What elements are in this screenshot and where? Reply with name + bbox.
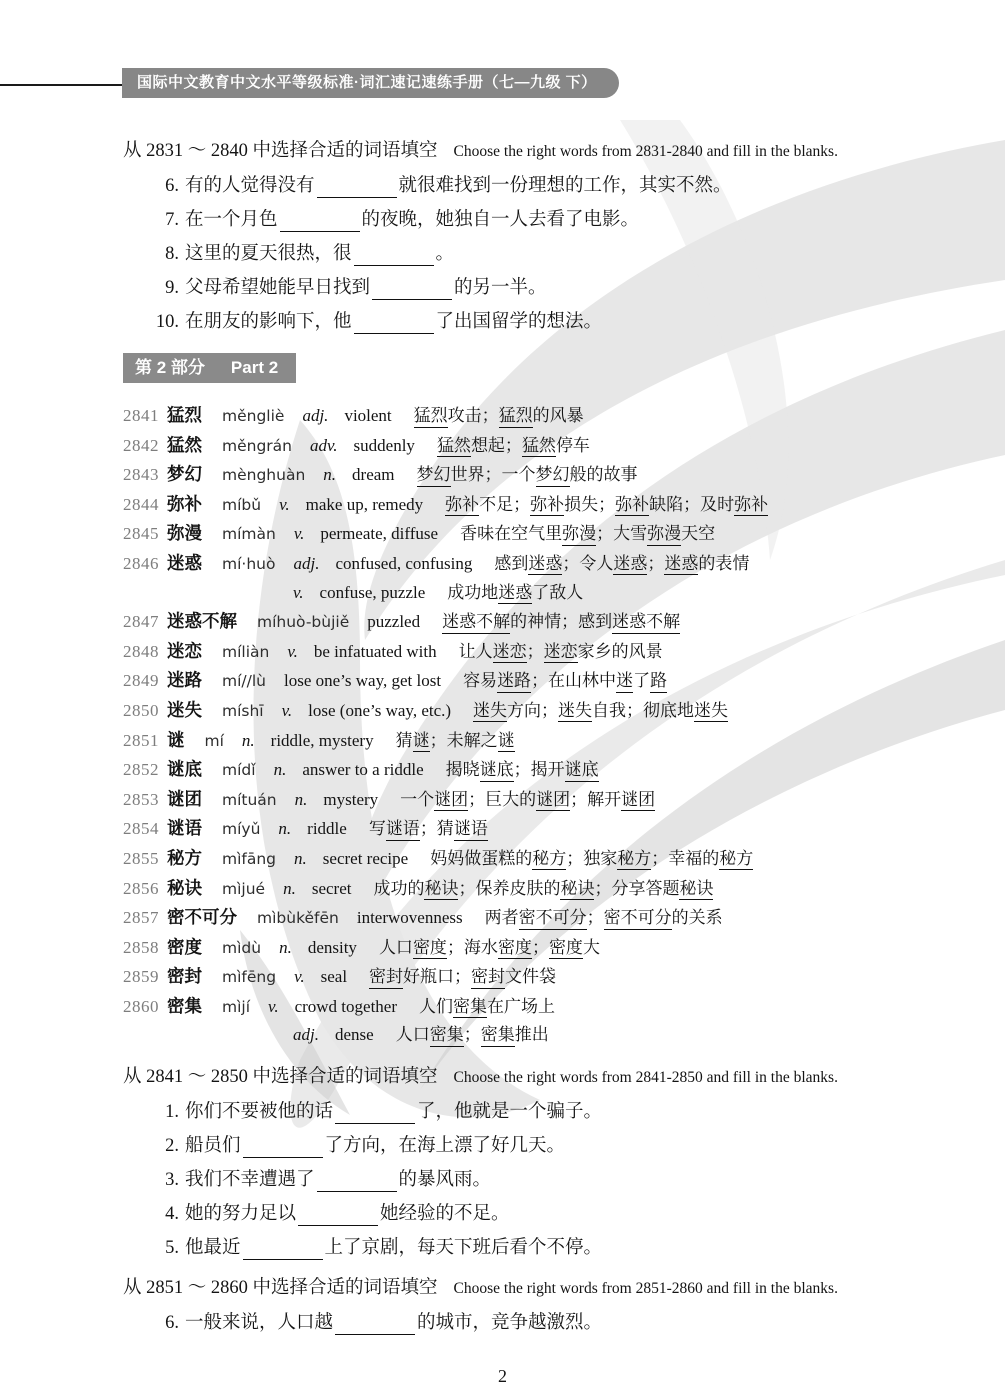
item-number: 9.	[165, 278, 179, 298]
part-of-speech-label: v.	[293, 524, 305, 544]
entry-headword: 弥漫	[167, 523, 202, 544]
vocab-entry	[123, 903, 1005, 933]
example-phrases: 写谜语；猜谜语	[369, 819, 488, 841]
instruction-english: Choose the right words from 2841-2850 and fill in the blanks.	[453, 1069, 838, 1087]
example-phrases: 容易迷路；在山林中迷了路	[463, 671, 667, 693]
fill-in-blank	[243, 1139, 323, 1159]
underlined-headword: 弥补	[530, 495, 564, 517]
entry-pinyin: mìdù	[222, 938, 262, 957]
part-of-speech-label: n.	[278, 819, 292, 839]
entry-number: 2859	[123, 967, 159, 987]
fill-in-blank	[335, 1316, 415, 1336]
vocab-entry	[123, 874, 1005, 904]
english-meaning: secret	[311, 878, 352, 898]
underlined-headword: 迷惑不解	[612, 612, 680, 634]
underlined-headword: 谜语	[454, 819, 488, 841]
entry-number: 2856	[123, 878, 159, 898]
english-meaning: interwovenness	[356, 908, 463, 928]
exercise-item: 4. 她的努力足以 她经验的不足。	[123, 1197, 945, 1231]
underlined-headword: 谜团	[621, 790, 655, 812]
vocab-entry	[123, 607, 1005, 637]
english-meaning: dream	[352, 465, 395, 485]
underlined-headword: 迷	[616, 671, 633, 693]
underlined-headword: 密集	[453, 997, 487, 1019]
english-meaning: lose (one’s way, etc.)	[308, 700, 452, 720]
part-of-speech-label: n.	[294, 848, 307, 868]
entry-headword: 密集	[167, 995, 202, 1016]
entry-pinyin: mìjí	[222, 997, 251, 1016]
english-meaning: suddenly	[353, 435, 415, 455]
underlined-headword: 谜底	[565, 760, 599, 782]
vocab-entry	[123, 431, 1005, 461]
english-meaning: secret recipe	[322, 848, 409, 868]
underlined-headword: 弥漫	[647, 524, 681, 546]
page-content	[0, 68, 1005, 1387]
underlined-headword: 梦幻	[536, 465, 570, 487]
item-number: 5.	[165, 1238, 179, 1259]
instruction-chinese: 从 2831 ～ 2840 中选择合适的词语填空	[123, 141, 438, 161]
underlined-headword: 密度	[549, 938, 583, 960]
part-badge-english: Part 2	[230, 358, 279, 377]
example-phrases: 成功的秘诀；保养皮肤的秘诀；分享答题秘诀	[373, 879, 713, 901]
part-of-speech-label: n.	[294, 789, 308, 809]
fill-in-blank	[317, 1173, 397, 1193]
underlined-headword: 秘诀	[424, 879, 458, 901]
part-of-speech-label: adj.	[293, 553, 320, 573]
entry-headword: 弥补	[167, 493, 202, 514]
underlined-headword: 弥漫	[562, 524, 596, 546]
english-meaning: confuse, puzzle	[319, 582, 426, 602]
entry-headword: 谜底	[167, 759, 202, 780]
underlined-headword: 秘诀	[679, 879, 713, 901]
english-meaning: crowd together	[294, 996, 398, 1016]
part-of-speech-label: v.	[268, 996, 279, 1016]
entry-number: 2858	[123, 937, 159, 957]
instruction-chinese: 从 2851 ～ 2860 中选择合适的词语填空	[123, 1278, 438, 1299]
entry-pinyin: mítuán	[222, 790, 277, 809]
underlined-headword: 迷惑	[664, 554, 698, 576]
english-meaning: puzzled	[367, 612, 421, 632]
example-phrases: 猜谜；未解之谜	[396, 731, 515, 753]
example-phrases: 猛然想起；猛然停车	[437, 436, 590, 458]
header-rule-line	[0, 84, 122, 86]
example-phrases: 感到迷惑；令人迷惑；迷惑的表情	[494, 554, 749, 576]
part-of-speech-label: n.	[273, 760, 287, 780]
entry-number: 2853	[123, 789, 159, 809]
example-phrases: 人口密集；密集推出	[396, 1025, 549, 1047]
vocab-entry	[123, 490, 1005, 520]
underlined-headword: 迷惑	[613, 554, 647, 576]
instruction-chinese: 从 2841 ～ 2850 中选择合适的词语填空	[123, 1067, 438, 1088]
example-phrases: 一个谜团；巨大的谜团；解开谜团	[400, 790, 655, 812]
english-meaning: riddle, mystery	[270, 730, 374, 750]
item-number: 6.	[165, 1313, 179, 1334]
english-meaning: dense	[334, 1025, 374, 1045]
example-phrases: 迷失方向；迷失自我；彻底地迷失	[473, 701, 728, 723]
underlined-headword: 迷惑	[528, 554, 562, 576]
underlined-headword: 谜语	[386, 819, 420, 841]
underlined-headword: 梦幻	[417, 465, 451, 487]
entry-pinyin: míbǔ	[222, 495, 262, 514]
entry-pinyin: míyǔ	[222, 820, 261, 839]
underlined-headword: 路	[650, 671, 667, 693]
english-meaning: confused, confusing	[335, 553, 473, 573]
underlined-headword: 猛然	[522, 436, 556, 458]
entry-number: 2852	[123, 760, 159, 780]
entry-pinyin: mìjué	[222, 879, 266, 898]
running-header-row	[0, 68, 1005, 98]
exercise-item: 1. 你们不要被他的话 了，他就是一个骗子。	[123, 1095, 945, 1129]
english-meaning: make up, remedy	[305, 494, 424, 514]
underlined-headword: 迷惑不解	[442, 612, 510, 634]
underlined-headword: 密封	[369, 967, 403, 989]
exercise-instruction	[123, 1275, 945, 1302]
example-phrases: 香味在空气里弥漫；大雪弥漫天空	[460, 524, 715, 546]
exercise-item: 7. 在一个月色 的夜晚，她独自一人去看了电影。	[123, 203, 945, 237]
vocab-entry	[123, 549, 1005, 579]
underlined-headword: 密不可分	[519, 908, 587, 930]
part-of-speech-label: n.	[323, 465, 337, 485]
example-phrases: 两者密不可分；密不可分的关系	[485, 908, 723, 930]
entry-number: 2849	[123, 671, 159, 691]
vocab-entry	[123, 814, 1005, 844]
entry-pinyin: mìfēng	[222, 968, 277, 987]
english-meaning: violent	[344, 406, 392, 425]
underlined-headword: 谜	[413, 731, 430, 753]
exercise-section-2831-2840	[0, 138, 1005, 339]
part-badge-chinese: 第 2 部分	[135, 358, 205, 377]
part-of-speech-label: v.	[281, 700, 293, 720]
entry-pinyin: měngliè	[222, 407, 285, 425]
exercise-item: 6. 有的人觉得没有 就很难找到一份理想的工作，其实不然。	[123, 169, 945, 203]
instruction-english: Choose the right words from 2851-2860 and fill in the blanks.	[453, 1280, 838, 1298]
example-phrases: 弥补不足；弥补损失；弥补缺陷；及时弥补	[445, 495, 768, 517]
entry-headword: 梦幻	[167, 464, 202, 485]
entry-headword: 密封	[167, 966, 202, 987]
entry-headword: 猛烈	[167, 405, 202, 425]
item-number: 6.	[165, 176, 179, 196]
underlined-headword: 秘方	[719, 849, 753, 871]
entry-headword: 密度	[167, 936, 202, 957]
entry-pinyin: mìbùkěfēn	[257, 909, 339, 928]
entry-headword: 迷惑	[167, 552, 202, 573]
exercise-item: 9. 父母希望她能早日找到 的另一半。	[123, 271, 945, 305]
underlined-headword: 迷路	[497, 671, 531, 693]
entry-headword: 谜团	[167, 788, 202, 809]
vocab-entry	[123, 726, 1005, 756]
entry-number: 2847	[123, 612, 159, 632]
entry-headword: 猛然	[167, 434, 202, 455]
underlined-headword: 谜	[498, 731, 515, 753]
underlined-headword: 密度	[498, 938, 532, 960]
entry-pinyin: mí//lù	[222, 672, 266, 691]
vocab-entry	[123, 637, 1005, 667]
entry-headword: 迷惑不解	[167, 611, 237, 632]
exercise-item: 3. 我们不幸遭遇了 的暴风雨。	[123, 1163, 945, 1197]
underlined-headword: 谜团	[434, 790, 468, 812]
entry-number: 2848	[123, 641, 159, 661]
item-number: 2.	[165, 1136, 179, 1157]
part-of-speech-label: adv.	[310, 435, 338, 455]
fill-in-blank	[298, 1207, 378, 1227]
entry-pinyin: mìfāng	[222, 849, 277, 868]
vocab-entry	[123, 460, 1005, 490]
english-meaning: permeate, diffuse	[320, 524, 439, 544]
entry-number: 2842	[123, 435, 159, 455]
entry-headword: 迷路	[167, 670, 202, 691]
item-number: 4.	[165, 1204, 179, 1225]
entry-number: 2851	[123, 730, 159, 750]
underlined-headword: 密集	[430, 1025, 464, 1047]
english-meaning: riddle	[307, 819, 347, 839]
fill-in-blank	[243, 1241, 323, 1261]
vocab-entry	[123, 401, 1005, 431]
entry-headword: 迷失	[167, 699, 202, 720]
part-of-speech-label: v.	[279, 494, 290, 514]
entry-number: 2845	[123, 524, 159, 544]
underlined-headword: 秘方	[532, 849, 566, 871]
entry-number: 2843	[123, 465, 159, 485]
underlined-headword: 猛烈	[414, 406, 448, 428]
english-meaning: lose one’s way, get lost	[283, 671, 442, 691]
entry-pinyin: míhuò-bùjiě	[257, 613, 350, 632]
underlined-headword: 迷失	[558, 701, 592, 723]
entry-number: 2855	[123, 848, 159, 868]
fill-in-blank	[335, 1105, 415, 1125]
example-phrases: 迷惑不解的神情；感到迷惑不解	[442, 612, 680, 634]
english-meaning: density	[307, 937, 357, 957]
entry-headword: 谜	[167, 729, 185, 750]
english-meaning: mystery	[323, 789, 379, 809]
running-header-title: 国际中文教育中文水平等级标准·词汇速记速练手册（七—九级 下）	[122, 68, 619, 98]
entry-sense-continuation	[293, 1021, 1005, 1050]
page-number: 2	[498, 1366, 507, 1387]
entry-headword: 迷恋	[167, 640, 202, 661]
vocab-entry	[123, 519, 1005, 549]
entry-headword: 秘方	[167, 847, 202, 868]
underlined-headword: 密封	[471, 967, 505, 989]
exercise-instruction	[123, 138, 945, 165]
entry-number: 2841	[123, 406, 159, 425]
underlined-headword: 弥补	[445, 495, 479, 517]
entry-number: 2857	[123, 908, 159, 928]
part-of-speech-label: adj.	[293, 1025, 319, 1045]
example-phrases: 人口密度；海水密度；密度大	[379, 938, 600, 960]
entry-number: 2860	[123, 996, 159, 1016]
exercise-section-2841-2850	[0, 1064, 1005, 1265]
underlined-headword: 密不可分	[604, 908, 672, 930]
entry-pinyin: měngrán	[222, 436, 292, 455]
english-meaning: be infatuated with	[313, 641, 437, 661]
entry-headword: 谜语	[167, 818, 202, 839]
underlined-headword: 迷失	[694, 701, 728, 723]
underlined-headword: 迷惑	[498, 583, 532, 605]
item-number: 3.	[165, 1170, 179, 1191]
entry-pinyin: mímàn	[222, 525, 276, 544]
entry-pinyin: míliàn	[222, 642, 270, 661]
vocab-entry	[123, 933, 1005, 963]
example-phrases: 梦幻世界；一个梦幻般的故事	[417, 465, 638, 487]
example-phrases: 成功地迷惑了敌人	[447, 583, 583, 605]
vocab-entry	[123, 844, 1005, 874]
entry-pinyin: mídǐ	[222, 761, 256, 780]
fill-in-blank	[280, 213, 360, 233]
exercise-item: 6. 一般来说，人口越 的城市，竞争越激烈。	[123, 1306, 945, 1340]
part-of-speech-label: v.	[294, 967, 305, 987]
part-of-speech-label: adj.	[302, 406, 329, 425]
fill-in-blank	[354, 315, 434, 335]
example-phrases: 猛烈攻击；猛烈的风暴	[414, 406, 584, 428]
vocab-entry	[123, 755, 1005, 785]
entry-pinyin: mí·huò	[222, 554, 276, 573]
item-number: 10.	[155, 312, 179, 332]
english-meaning: seal	[320, 967, 348, 987]
exercise-item: 8. 这里的夏天很热，很 。	[123, 237, 945, 271]
underlined-headword: 猛烈	[499, 406, 533, 428]
underlined-headword: 谜团	[536, 790, 570, 812]
english-meaning: answer to a riddle	[302, 760, 424, 780]
part-of-speech-label: n.	[283, 878, 296, 898]
vocab-entry	[123, 785, 1005, 815]
example-phrases: 人们密集在广场上	[419, 997, 555, 1019]
part-of-speech-label: v.	[287, 641, 298, 661]
underlined-headword: 猛然	[437, 436, 471, 458]
entry-number: 2850	[123, 700, 159, 720]
entry-pinyin: mí	[204, 731, 224, 750]
fill-in-blank	[317, 179, 397, 199]
underlined-headword: 弥补	[734, 495, 768, 517]
underlined-headword: 迷失	[473, 701, 507, 723]
exercise-section-2851-2860	[0, 1275, 1005, 1340]
example-phrases: 妈妈做蛋糕的秘方；独家秘方；幸福的秘方	[430, 849, 753, 871]
entry-headword: 秘诀	[167, 877, 202, 898]
vocab-entry	[123, 962, 1005, 992]
entry-number: 2844	[123, 494, 159, 514]
item-number: 1.	[165, 1102, 179, 1123]
part-of-speech-label: v.	[293, 582, 304, 602]
entry-sense-continuation	[293, 579, 1005, 608]
exercise-item: 10. 在朋友的影响下，他 了出国留学的想法。	[123, 305, 945, 339]
part-of-speech-label: n.	[241, 730, 255, 750]
item-number: 7.	[165, 210, 179, 230]
vocab-list	[0, 401, 1005, 1050]
underlined-headword: 迷恋	[544, 642, 578, 664]
fill-in-blank	[354, 247, 434, 267]
underlined-headword: 秘诀	[560, 879, 594, 901]
example-phrases: 揭晓谜底；揭开谜底	[446, 760, 599, 782]
entry-pinyin: mènghuàn	[222, 466, 306, 485]
vocab-entry	[123, 696, 1005, 726]
exercise-instruction	[123, 1064, 945, 1091]
exercise-item: 5. 他最近 上了京剧，每天下班后看个不停。	[123, 1231, 945, 1265]
underlined-headword: 迷恋	[493, 642, 527, 664]
entry-pinyin: míshī	[222, 701, 264, 720]
vocab-entry	[123, 666, 1005, 696]
underlined-headword: 秘方	[617, 849, 651, 871]
exercise-item: 2. 船员们 了方向，在海上漂了好几天。	[123, 1129, 945, 1163]
underlined-headword: 弥补	[615, 495, 649, 517]
part-of-speech-label: n.	[279, 937, 292, 957]
entry-number: 2846	[123, 553, 159, 573]
example-phrases: 密封好瓶口；密封文件袋	[369, 967, 556, 989]
underlined-headword: 密集	[481, 1025, 515, 1047]
fill-in-blank	[372, 281, 452, 301]
entry-headword: 密不可分	[167, 907, 237, 928]
part-2-badge	[123, 353, 296, 383]
item-number: 8.	[165, 244, 179, 264]
vocab-entry	[123, 992, 1005, 1022]
entry-number: 2854	[123, 819, 159, 839]
underlined-headword: 密度	[413, 938, 447, 960]
example-phrases: 让人迷恋；迷恋家乡的风景	[459, 642, 663, 664]
instruction-english: Choose the right words from 2831-2840 and fill in the blanks.	[453, 143, 838, 160]
underlined-headword: 谜底	[480, 760, 514, 782]
